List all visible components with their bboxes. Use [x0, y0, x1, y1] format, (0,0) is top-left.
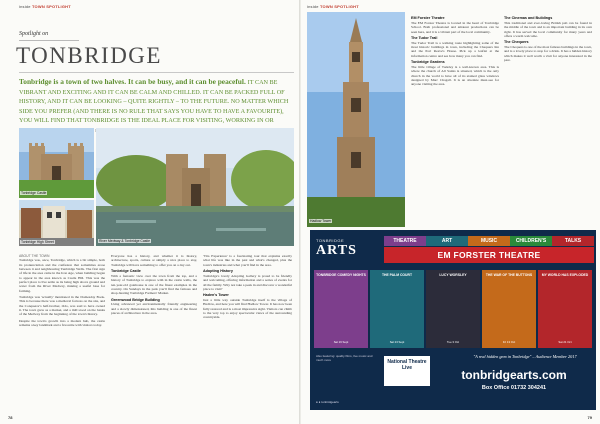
column-lead: ABOUT THE TOWN: [19, 254, 50, 258]
tower-photo: [307, 12, 405, 227]
high-street-photo: [19, 200, 94, 246]
subhead: EM Forster Theatre: [411, 16, 445, 20]
poster-title: LUCY WORSLEY: [439, 273, 467, 277]
kicker-rule: [19, 40, 79, 41]
paragraph: Tonbridge was 'actually' mentioned in the Domesday Book. This is because there was a medieval fortress on the site, and the Conqueror's half-brother, Odo, was said to have owned it. The town grew as a market, and a mill stood on the banks of the Medway from the beginning of the town's history.: [19, 295, 105, 317]
poster-title: TONBRIDGE COMEDY NIGHTS: [316, 273, 366, 277]
tower-illustration: [307, 12, 405, 227]
body-column-1: [19, 254, 105, 330]
poster-date: Sat 16 Sept: [333, 340, 349, 344]
standfirst-body: IT CAN BE VIBRANT AND EXCITING AND IT CAN BE CALM AND CHILLED. IT CAN BE PACKED FULL OF HISTORY, AND IT CAN BE LOOKING – QUITE RIGHTLY – TO THE FUTURE. NO MATTER WHICH SIDE YOU PREFER (AND THERE IS NO RULE THAT SAYS YOU HAVE TO HAVE A FAVOURITE), YOU WILL FIND THAT TONBRIDGE IS THE IDEAL PLACE FOR VISITING, WORKING IN OR: [19, 79, 289, 125]
right-page: [301, 0, 600, 424]
tab-theatre: THEATRE: [384, 236, 426, 246]
logo-small-text: TONBRIDGE: [316, 238, 345, 243]
poster-title: THE PALM COURT: [381, 273, 413, 277]
event-posters: [314, 270, 592, 348]
paragraph: Tonbridge was, once, Tonbridge, which is a bit simple, both its pronunciation and the confusion that sometimes arose between it and neighbouring Tunbridge Wells. The first sign of life in the area came in the Iron Age, when building began to appear in the area known as Castle Hill. This was the perfect place to live settle as its being high above ground and water from the River Medway, making a useful base for farming.: [19, 258, 105, 293]
national-theatre-badge: National Theatre Live: [384, 356, 430, 386]
paragraph: The EM Forster Theatre is located in the heart of Tonbridge School. Both professional and amateur productions can be seen here, and it is a vibrant part of the local community.: [411, 20, 499, 34]
kicker: Spotlight on: [19, 31, 49, 37]
paragraph: Using advanced yet environmentally friendly engineering and a slowly dimensioned, this building is one of the finest pieces of architecture in the area.: [111, 302, 197, 316]
subhead: Adopting History: [203, 269, 233, 274]
venue-banner: EM FORSTER THEATRE: [384, 247, 594, 263]
poster-date: Sat 23 Sept: [389, 340, 405, 344]
riverside-illustration: [96, 128, 294, 246]
riverside-caption: River Medway & Tonbridge Castle: [99, 239, 151, 243]
event-poster: [538, 270, 592, 348]
social-handle: ● ● tonbridgearts: [316, 400, 339, 404]
castle-caption: Tonbridge Castle: [21, 191, 47, 195]
riverside-photo: [96, 128, 294, 246]
standfirst: [19, 78, 289, 136]
tab-childrens: CHILDREN'S: [510, 236, 552, 246]
page-title: TONBRIDGE: [16, 43, 162, 68]
running-head: inside TOWN SPOTLIGHT: [307, 4, 359, 9]
arts-logo: [316, 238, 380, 259]
event-poster: [314, 270, 368, 348]
paragraph: Just a little way outside Tonbridge itself is the village of Hadlow, and here you will find Hadlow Tower. It has now been fully restored and is a most impressive sight. Visitors can climb to the very top to enjoy spectacular views of the surrounding countryside.: [203, 298, 292, 320]
tab-music: MUSIC: [468, 236, 510, 246]
tab-talks: TALKS: [552, 236, 594, 246]
advert-subtext: Also featuring: quality films, live music and much more: [316, 354, 373, 362]
paragraph: Tonbridge's lovely Adopting Gallery is proud to be friendly and welcoming, offering information and a series of events for all the family. Why not take a peek in and discover a wonderful place to visit?: [203, 273, 292, 291]
title-rule: [19, 72, 294, 73]
subhead: Tonbridge Castle: [111, 269, 141, 274]
paragraph: Everyone has a history, and whether it is history, architecture, sports, culture or simply a nice place to stay, Tonbridge will have something to offer you on a day out.: [111, 254, 197, 267]
paragraph: The Chequers is one of the most famous buildings in the town, and is a lovely place to stop for a drink. It has a hidden history which makes it well worth a visit for anyone interested in the past.: [504, 45, 592, 63]
subhead: The Cinemas and Buildings: [504, 16, 553, 20]
castle-illustration: [19, 128, 94, 198]
poster-title: THE WAR OF THE BUTTONS: [485, 273, 533, 277]
poster-date: Fri 13 Oct: [502, 340, 516, 344]
left-page: [0, 0, 299, 424]
subhead: Haden's Tower: [203, 293, 229, 298]
paragraph: 'Vita Experience' is a fascinating tour that explains exactly what life was like in the past and what's changed, plus the town's industries and what you'll find in the area.: [203, 254, 292, 267]
poster-date: Tue 3 Oct: [446, 340, 460, 344]
high-street-caption: Tonbridge High Street: [21, 240, 54, 244]
poster-date: Sat 21 Oct: [558, 340, 572, 344]
event-poster: [482, 270, 536, 348]
advert-quote: "A real hidden gem in Tonbridge" – Audience Member 2017: [473, 354, 577, 359]
standfirst-lead: Tonbridge is a town of two halves. It can be busy, and it can be peaceful.: [19, 77, 246, 86]
paragraph: Despite the town's growth into a modern hub, the castle remains a key landmark and a favourite with visitors today.: [19, 318, 105, 328]
body-column-2: [111, 254, 197, 317]
advert-website-link[interactable]: tonbridgearts.com: [461, 368, 567, 382]
subhead: The Chequers: [504, 40, 529, 45]
tower-caption: Hadlow Tower: [310, 219, 332, 223]
body-column-5: [504, 14, 592, 64]
arts-advert: [310, 230, 596, 410]
subhead: Tonbridge Gardens: [411, 60, 445, 65]
box-office-number: Box Office 01732 304241: [481, 385, 547, 391]
poster-title: MY WORLD HAS EXPLODED: [541, 273, 589, 277]
subhead: The Tudor Trail: [411, 35, 438, 40]
logo-big-text: ARTS: [316, 243, 357, 258]
tab-art: ART: [426, 236, 468, 246]
paragraph: The Tudor Trail is a walking route highlighting some of the most historic buildings in town, including the Chequers Inn and the Port Reeve's House. Pick up a leaflet at the information centre and see how many you can find.: [411, 40, 499, 58]
page-number: 78: [8, 415, 13, 420]
social-icon: ● ●: [316, 400, 322, 404]
body-column-3: [203, 254, 292, 322]
page-number: 79: [587, 415, 592, 420]
body-column-4: [411, 14, 499, 89]
event-poster: [370, 270, 424, 348]
paragraph: The little village of Tudeley is a well-known area. This is where the church of All Saints is situated, which is the only church in the world to have all of its stained glass windows designed by Marc Chagall. It is an absolute must-see for anyone visiting the area.: [411, 64, 499, 87]
subhead: Greenwood Bridge Building: [111, 297, 160, 302]
castle-photo: [19, 128, 94, 198]
event-poster: [426, 270, 480, 348]
category-tabs: [384, 236, 594, 246]
running-head: inside TOWN SPOTLIGHT: [19, 4, 71, 9]
paragraph: With a fantastic view over the town from the top, and a history of Tonbridge to explore with in the castle walls, the ten-year-old gatehouse is one of the finest examples in the country. On Sundays in the park you'll find the famous and shop-busting Tonbridge Farmers' Market.: [111, 273, 197, 296]
paragraph: This traditional and ever-loving British pub can be found in the middle of the town and is an important building in its own right. It has served the local community for many years and offers a warm welcome.: [504, 20, 592, 38]
